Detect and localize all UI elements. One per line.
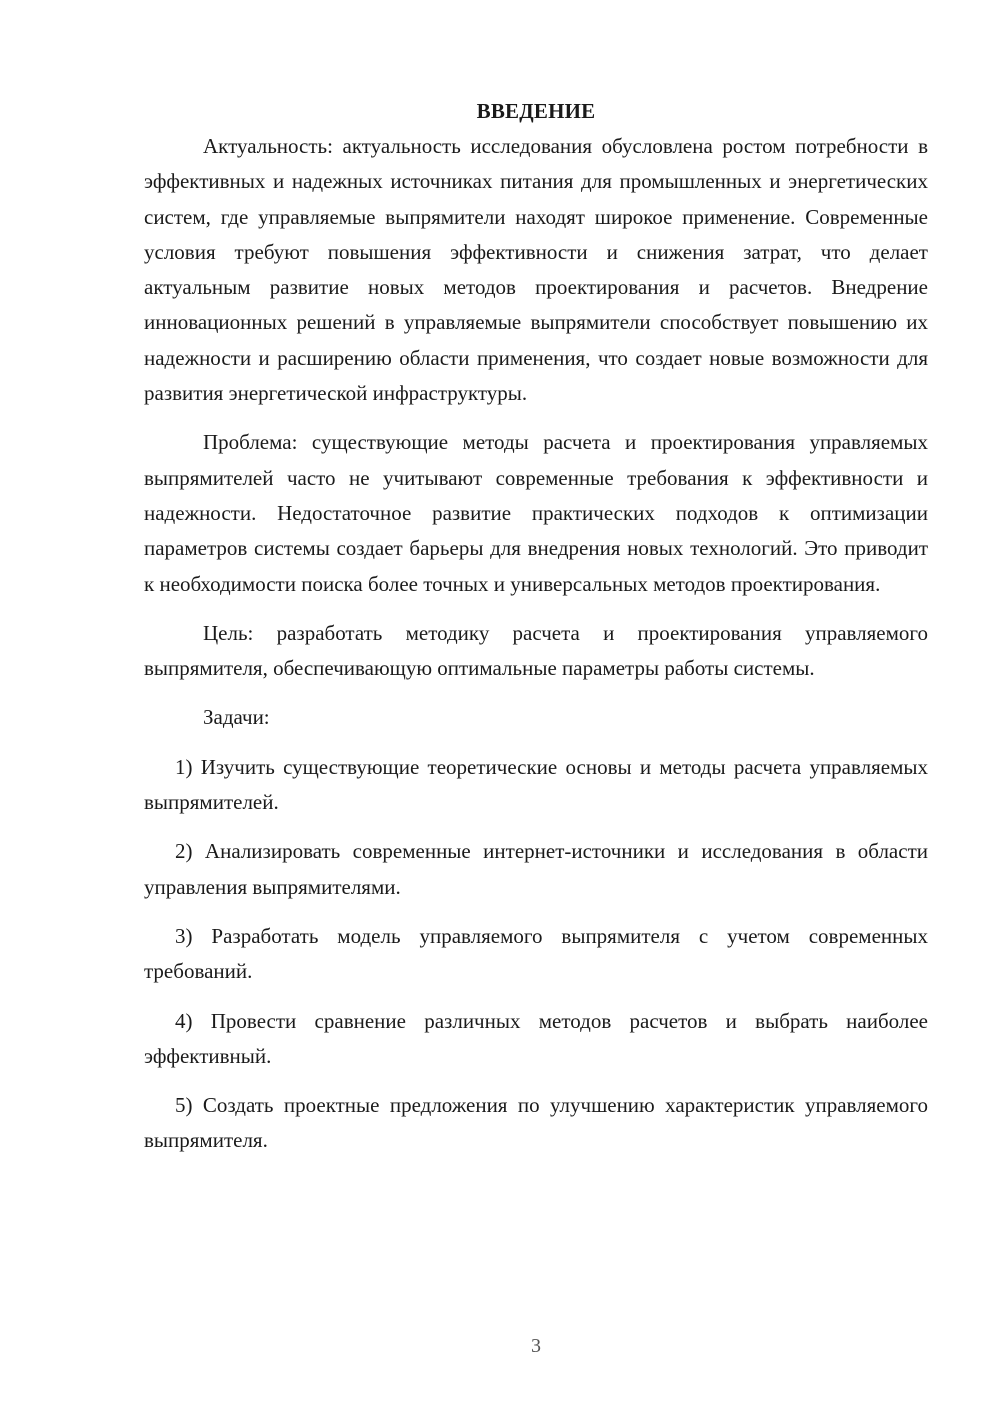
page-content bbox=[144, 94, 928, 1159]
section-title: ВВЕДЕНИЕ bbox=[476, 99, 596, 123]
paragraph-gap bbox=[144, 905, 928, 919]
tasks-heading: Задачи: bbox=[203, 705, 270, 730]
paragraph-goal: Цель: разработать методику расчета и проектирования управляемого выпрямителя, обеспечивающую оптимальные параметры работы системы. bbox=[144, 620, 928, 681]
paragraph-gap bbox=[144, 1074, 928, 1088]
task-item-3: 3) Разработать модель управляемого выпрямителя с учетом современных требований. bbox=[144, 923, 928, 984]
task-item-2: 2) Анализировать современные интернет-источники и исследования в области управления выпрямителями. bbox=[144, 839, 928, 899]
task-item-4: 4) Провести сравнение различных методов расчетов и выбрать наиболее эффективный. bbox=[144, 1008, 928, 1068]
paragraph-gap bbox=[144, 686, 928, 700]
paragraph-gap bbox=[144, 990, 928, 1004]
paragraph-problem: Проблема: существующие методы расчета и проектирования управляемых выпрямителей часто не учитывают современные требования к эффективности и надежности. Недостаточное развитие практических подходов к оптимизации параметров системы создает барьеры для внедрения новых технологий. Это приводит к необходимости поиска более точных и универсальных методов проектирования. bbox=[144, 430, 928, 596]
paragraph-gap bbox=[144, 602, 928, 616]
task-item-1: 1) Изучить существующие теоретические основы и методы расчета управляемых выпрямителей. bbox=[144, 754, 928, 815]
paragraph-gap bbox=[144, 411, 928, 425]
task-item-5: 5) Создать проектные предложения по улучшению характеристик управляемого выпрямителя. bbox=[144, 1093, 928, 1153]
paragraph-relevance: Актуальность: актуальность исследования обусловлена ростом потребности в эффективных и надежных источниках питания для промышленных и энергетических систем, где управляемые выпрямители находят широкое применение. Современные условия требуют повышения эффективности и снижения затрат, что делает актуальным развитие новых методов проектирования и расчетов. Внедрение инновационных решений в управляемые выпрямители способствует повышению их надежности и расширению области применения, что создает новые возможности для развития энергетической инфраструктуры. bbox=[144, 134, 928, 406]
paragraph-gap bbox=[144, 820, 928, 834]
paragraph-gap bbox=[144, 736, 928, 750]
page-number: 3 bbox=[531, 1335, 541, 1357]
